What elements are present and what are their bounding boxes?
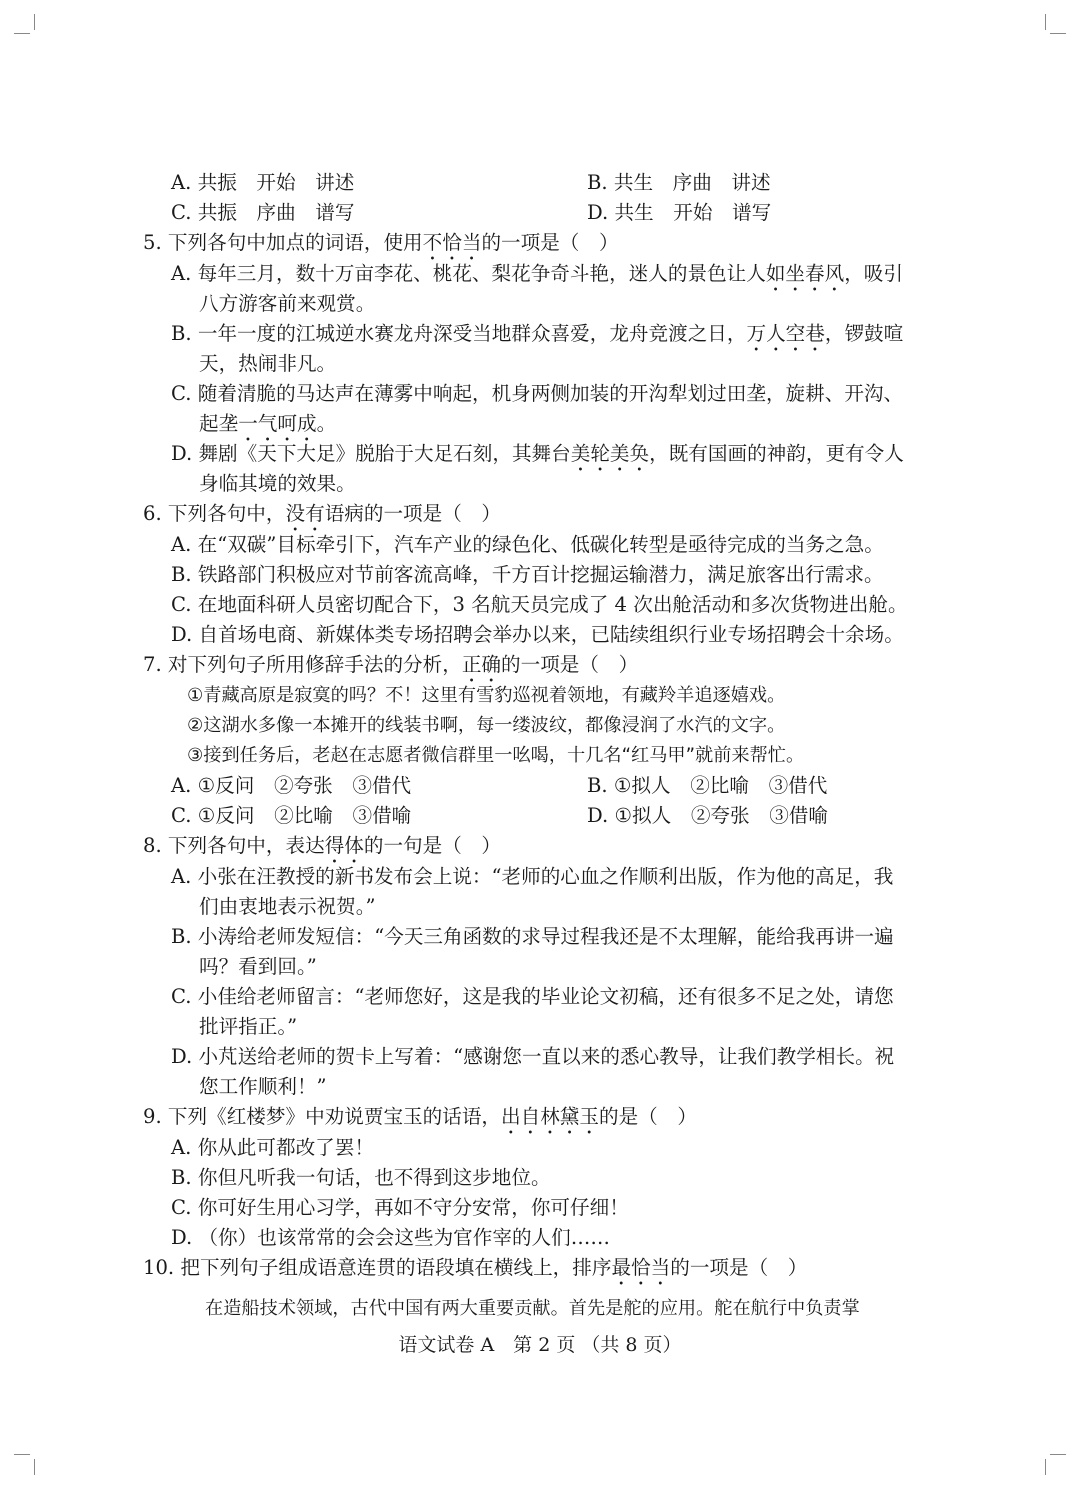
q9-option-d: D. （你）也该常常的会会这些为官作宰的人们…… — [171, 1226, 610, 1249]
q9-stem-emphasis: 出自林黛玉 — [501, 1105, 599, 1128]
crop-mark-top-right-v — [1045, 14, 1046, 30]
q10-passage: 在造船技术领域，古代中国有两大重要贡献。首先是舵的应用。舵在航行中负责掌 — [205, 1298, 860, 1319]
q8-option-a-line1: A. 小张在汪教授的新书发布会上说：“老师的心血之作顺利出版，作为他的高足，我 — [171, 865, 894, 888]
q4-option-c: C. 共振 序曲 谱写 — [171, 201, 355, 224]
q5-option-c-line2: 起垄一气呵成。 — [199, 412, 337, 435]
crop-mark-bottom-left-h — [14, 1454, 30, 1455]
q5-option-a-line1: A. 每年三月，数十万亩李花、桃花、梨花争奇斗艳，迷人的景色让人如坐春风，吸引 — [171, 262, 903, 285]
q5-d-emphasis: 美轮美奂 — [570, 442, 650, 465]
q5-a-emphasis: 如坐春风 — [765, 262, 845, 285]
q4-option-b: B. 共生 序曲 讲述 — [587, 171, 771, 194]
q5-option-b-line1: B. 一年一度的江城逆水赛龙舟深受当地群众喜爱，龙舟竞渡之日，万人空巷，锣鼓喧 — [171, 322, 904, 345]
q5-option-a-line2: 八方游客前来观赏。 — [199, 292, 376, 315]
q6-option-d: D. 自首场电商、新媒体类专场招聘会举办以来，已陆续组织行业专场招聘会十余场。 — [171, 623, 904, 646]
q9-option-c: C. 你可好生用心习学，再如不守分安常，你可仔细！ — [171, 1196, 629, 1219]
q5-c-emphasis: 一气呵成 — [238, 412, 317, 435]
q7-sentence-1: ①青藏高原是寂寞的吗？不！这里有雪豹巡视着领地，有藏羚羊追逐嬉戏。 — [187, 685, 786, 706]
q5-option-d-line2: 身临其境的效果。 — [199, 472, 356, 495]
q5-stem-emphasis: 不恰当 — [422, 231, 482, 254]
q9-stem: 9. 下列《红楼梦》中劝说贾宝玉的话语，出自林黛玉的是（ ） — [143, 1105, 697, 1128]
q5-option-d-line1: D. 舞剧《天下大足》脱胎于大足石刻，其舞台美轮美奂，既有国画的神韵，更有令人 — [171, 442, 904, 465]
q8-option-b-line1: B. 小涛给老师发短信：“今天三角函数的求导过程我还是不太理解，能给我再讲一遍 — [171, 925, 894, 948]
q9-option-b: B. 你但凡听我一句话，也不得到这步地位。 — [171, 1166, 551, 1189]
q5-b-emphasis: 万人空巷 — [746, 322, 825, 345]
q6-option-a: A. 在“双碳”目标牵引下，汽车产业的绿色化、低碳化转型是亟待完成的当务之急。 — [171, 533, 884, 556]
q10-stem-emphasis: 最恰当 — [611, 1256, 671, 1279]
q6-option-c: C. 在地面科研人员密切配合下，3 名航天员完成了 4 次出舱活动和多次货物进出舱。 — [171, 593, 908, 616]
page-footer: 语文试卷 A 第 2 页 （共 8 页） — [398, 1334, 682, 1356]
q8-stem-emphasis: 得体 — [324, 834, 364, 857]
q6-option-b: B. 铁路部门积极应对节前客流高峰，千方百计挖掘运输潜力，满足旅客出行需求。 — [171, 563, 884, 586]
crop-mark-bottom-right-v — [1045, 1459, 1046, 1475]
crop-mark-top-right-h — [1050, 33, 1066, 34]
q7-option-c: C. ①反问 ②比喻 ③借喻 — [171, 804, 412, 827]
q8-option-c-line1: C. 小佳给老师留言：“老师您好，这是我的毕业论文初稿，还有很多不足之处，请您 — [171, 985, 894, 1008]
q6-stem-emphasis: 没有 — [285, 502, 325, 525]
q7-option-b: B. ①拟人 ②比喻 ③借代 — [587, 774, 828, 797]
q7-stem-emphasis: 正确 — [461, 653, 502, 676]
q8-option-b-line2: 吗？看到回。” — [199, 955, 317, 978]
q8-option-a-line2: 们由衷地表示祝贺。” — [199, 895, 376, 918]
q8-option-d-line1: D. 小芃送给老师的贺卡上写着：“感谢您一直以来的悉心教导，让我们教学相长。祝 — [171, 1045, 895, 1068]
q10-stem: 10. 把下列句子组成语意连贯的语段填在横线上，排序最恰当的一项是（ ） — [143, 1256, 808, 1279]
q7-stem: 7. 对下列句子所用修辞手法的分析，正确的一项是（ ） — [143, 653, 639, 676]
q7-sentence-3: ③接到任务后，老赵在志愿者微信群里一吆喝，十几名“红马甲”就前来帮忙。 — [187, 745, 805, 766]
q6-stem: 6. 下列各句中，没有语病的一项是（ ） — [143, 502, 502, 525]
q8-option-c-line2: 批评指正。” — [199, 1015, 298, 1038]
q7-option-a: A. ①反问 ②夸张 ③借代 — [171, 774, 412, 797]
crop-mark-bottom-left-v — [34, 1459, 35, 1475]
q5-option-b-line2: 天，热闹非凡。 — [199, 352, 337, 375]
q4-option-a: A. 共振 开始 讲述 — [171, 171, 355, 194]
q4-option-d: D. 共生 开始 谱写 — [587, 201, 772, 224]
q9-option-a: A. 你从此可都改了罢！ — [171, 1136, 374, 1159]
crop-mark-top-left-h — [14, 33, 30, 34]
q7-option-d: D. ①拟人 ②夸张 ③借喻 — [587, 804, 828, 827]
q5-option-c-line1: C. 随着清脆的马达声在薄雾中响起，机身两侧加装的开沟犁划过田垄，旋耕、开沟、 — [171, 382, 904, 405]
crop-mark-bottom-right-h — [1050, 1454, 1066, 1455]
q5-stem: 5. 下列各句中加点的词语，使用不恰当的一项是（ ） — [143, 231, 619, 254]
q7-sentence-2: ②这湖水多像一本摊开的线装书啊，每一缕波纹，都像浸润了水汽的文字。 — [187, 715, 786, 736]
q8-option-d-line2: 您工作顺利！” — [199, 1075, 327, 1098]
q8-stem: 8. 下列各句中，表达得体的一句是（ ） — [143, 834, 502, 857]
crop-mark-top-left-v — [34, 14, 35, 30]
